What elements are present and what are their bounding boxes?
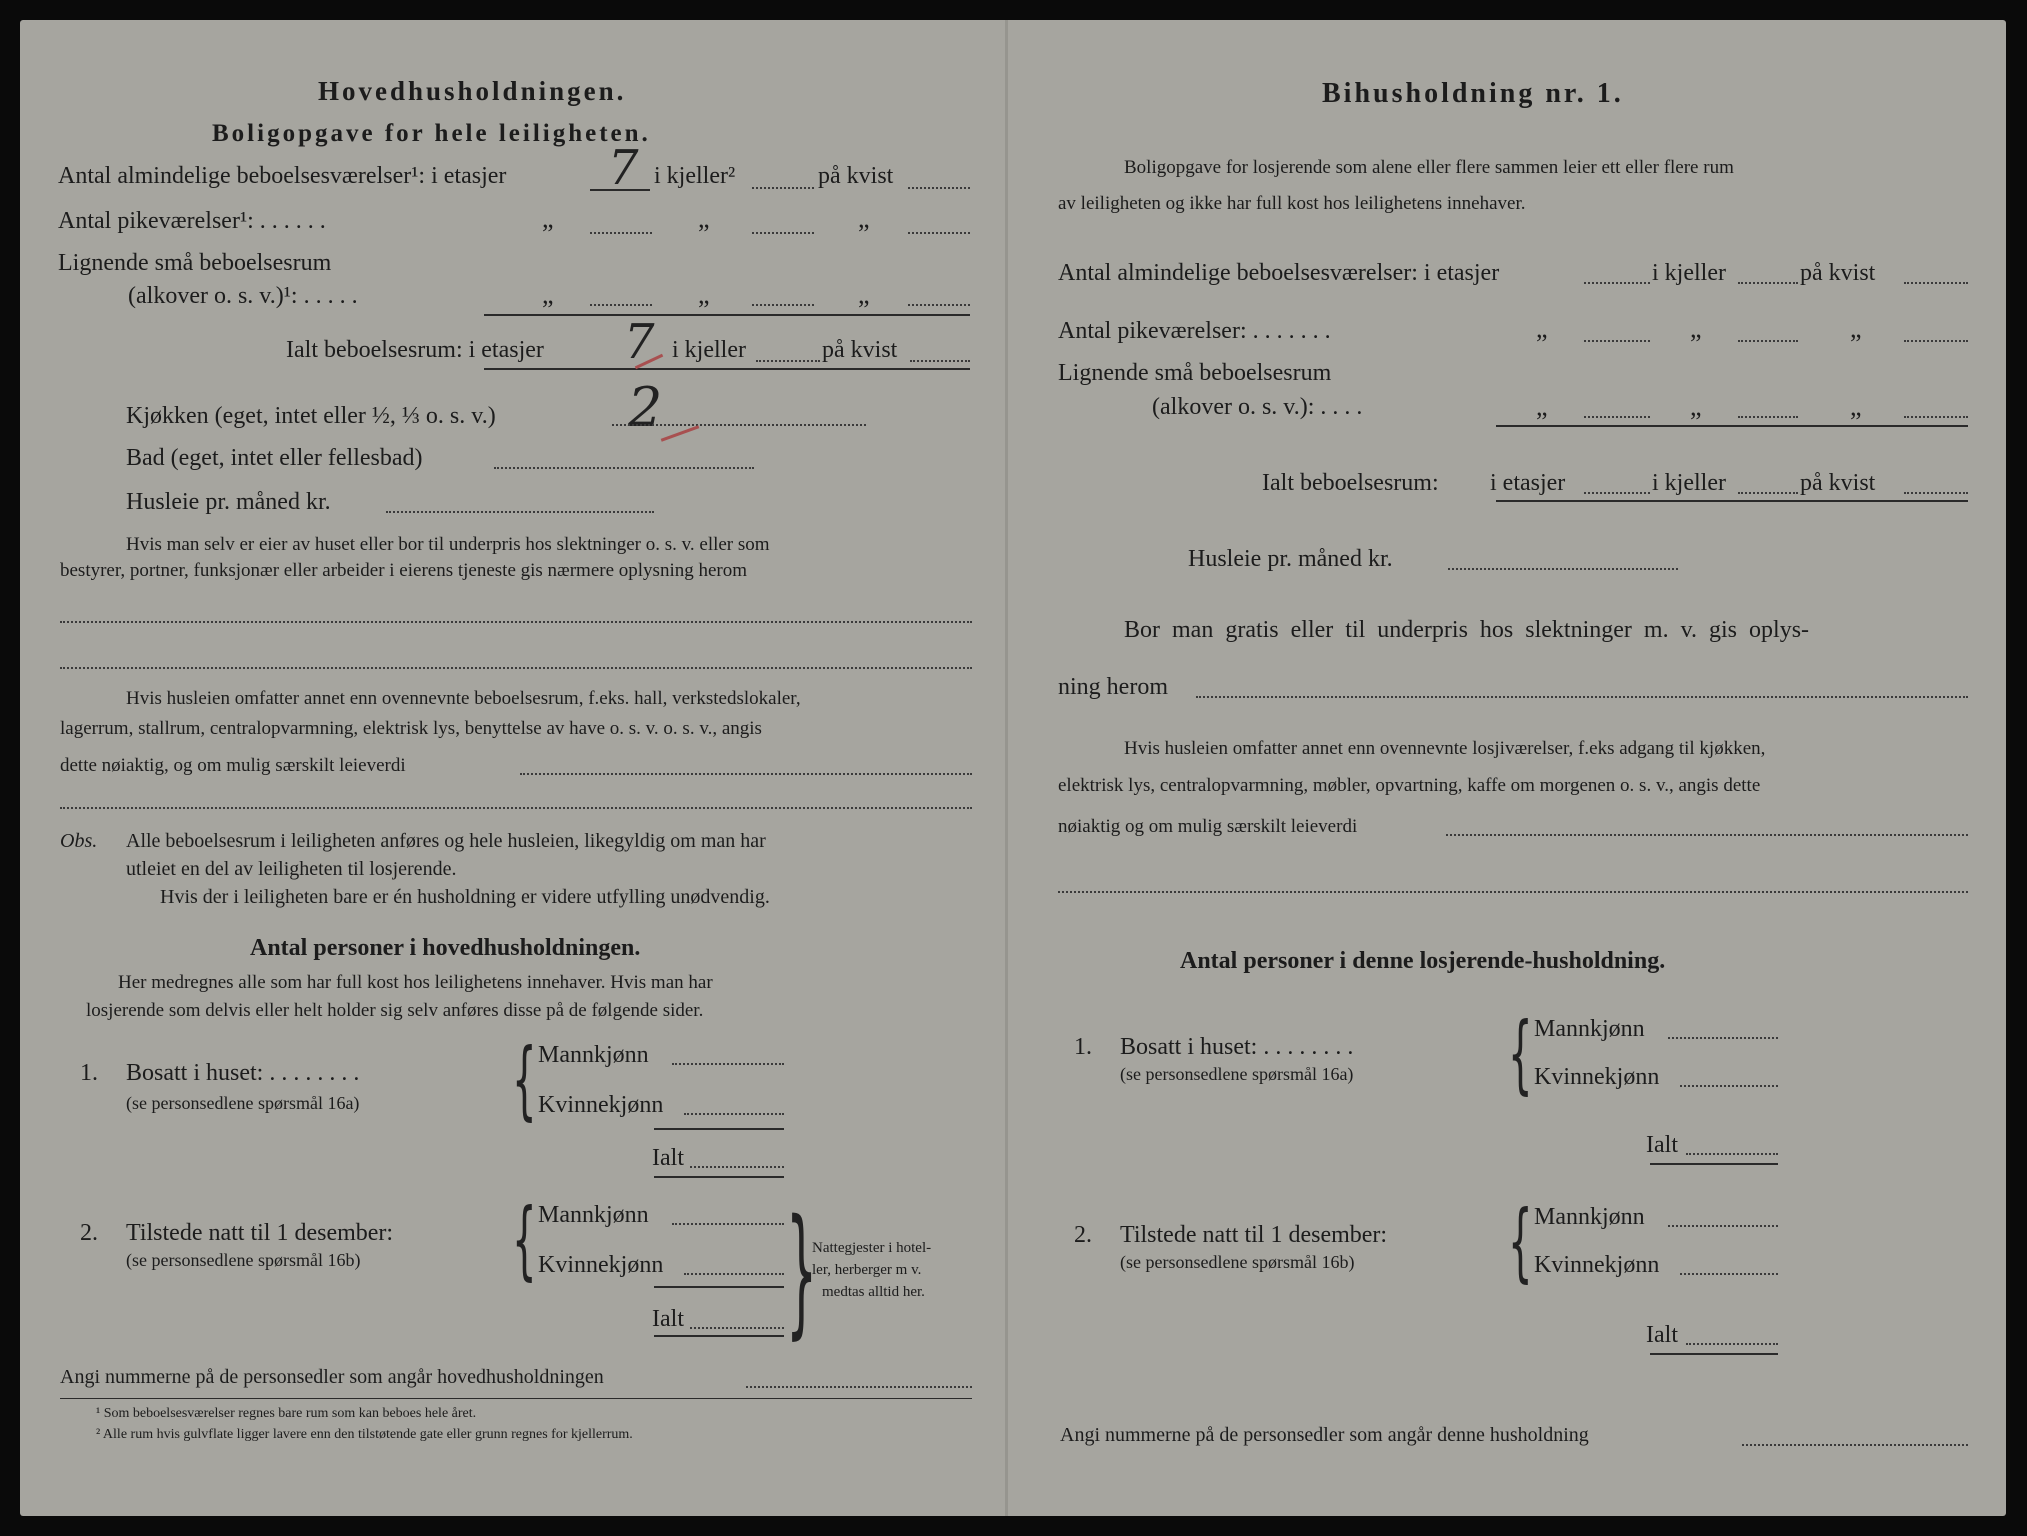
right-tilstede-kvinne-label: Kvinnekjønn — [1534, 1252, 1660, 1278]
right-ialt-kvist-field[interactable] — [1904, 492, 1968, 494]
right-ialt-etasjer-label: i etasjer — [1490, 470, 1566, 496]
left-natt-brace: } — [786, 1190, 818, 1353]
left-obs-text-1: Alle beboelsesrum i leiligheten anføres og hele husleien, likegyldig om man har — [126, 830, 766, 852]
left-bosatt-ialt-field[interactable] — [690, 1166, 784, 1168]
right-bosatt-ialt-label: Ialt — [1646, 1132, 1678, 1158]
left-kjokken-label: Kjøkken (eget, intet eller ½, ⅓ o. s. v.) — [126, 403, 496, 429]
right-bosatt-ialt-underline — [1650, 1163, 1778, 1165]
right-r1-kvist-field[interactable] — [1904, 282, 1968, 284]
right-tilstede-mann-label: Mannkjønn — [1534, 1204, 1645, 1230]
left-bosatt-sum-line — [654, 1128, 784, 1130]
left-obs-text-2: utleiet en del av leiligheten til losjerende. — [126, 858, 457, 880]
left-r1-kvist-label: på kvist — [818, 163, 894, 189]
right-bosatt-sub: (se personsedlene spørsmål 16a) — [1120, 1064, 1354, 1084]
left-r1-kjeller-field[interactable] — [752, 187, 814, 189]
right-r3-ditto-2: „ — [1690, 392, 1702, 421]
right-r3-label-b: (alkover o. s. v.): . . . . — [1152, 394, 1363, 420]
left-ialt-label: Ialt beboelsesrum: i etasjer — [286, 337, 544, 363]
left-r2-ditto-2: „ — [698, 204, 710, 233]
left-natt-note-3: medtas alltid her. — [822, 1284, 925, 1300]
right-bosatt-num: 1. — [1074, 1034, 1092, 1060]
right-bosatt-mann-field[interactable] — [1668, 1037, 1778, 1039]
left-subtitle: Boligopgave for hele leiligheten. — [212, 120, 651, 147]
right-husleie-label: Husleie pr. måned kr. — [1188, 546, 1393, 572]
left-bad-label: Bad (eget, intet eller fellesbad) — [126, 445, 423, 471]
left-persons-title: Antal personer i hovedhusholdningen. — [250, 935, 641, 961]
left-tilstede-mann-field[interactable] — [672, 1223, 784, 1225]
right-angi-text: Angi nummerne på de personsedler som angår denne husholdning — [1060, 1424, 1589, 1446]
right-r3-ditto-1: „ — [1536, 392, 1548, 421]
right-tilstede-brace: { — [1508, 1192, 1533, 1292]
right-ialt-underline — [1496, 500, 1968, 502]
left-eier-text-1: Hvis man selv er eier av huset eller bor til underpris hos slektninger o. s. v. eller som — [126, 534, 770, 555]
left-r3-label-b: (alkover o. s. v.)¹: . . . . . — [128, 283, 358, 309]
right-angi-field[interactable] — [1742, 1444, 1968, 1446]
left-tilstede-mann-label: Mannkjønn — [538, 1202, 649, 1228]
left-persons-text-2: losjerende som delvis eller helt holder sig selv anføres disse på de følgende sider. — [86, 1000, 704, 1021]
left-persons-text-1: Her medregnes alle som har full kost hos leilighetens innehaver. Hvis man har — [118, 972, 713, 993]
left-ialt-kvist-label: på kvist — [822, 337, 898, 363]
left-r2-ditto-1: „ — [542, 204, 554, 233]
right-r2-ditto-2: „ — [1690, 314, 1702, 343]
left-bosatt-mann-field[interactable] — [672, 1063, 784, 1065]
right-tilstede-kvinne-field[interactable] — [1680, 1273, 1778, 1275]
right-tilstede-ialt-field[interactable] — [1686, 1343, 1778, 1345]
left-kjokken-value: 2 — [628, 376, 663, 439]
left-bosatt-sub: (se personsedlene spørsmål 16a) — [126, 1093, 360, 1113]
left-r3-kvist-field[interactable] — [908, 304, 970, 306]
left-bosatt-ialt-underline — [654, 1176, 784, 1178]
left-tilstede-num: 2. — [80, 1220, 98, 1246]
right-bosatt-mann-label: Mannkjønn — [1534, 1016, 1645, 1042]
left-bad-field[interactable] — [494, 467, 754, 469]
left-bosatt-num: 1. — [80, 1060, 98, 1086]
left-tilstede-ialt-field[interactable] — [690, 1327, 784, 1329]
right-r3-ditto-3: „ — [1850, 392, 1862, 421]
left-tilstede-ialt-label: Ialt — [652, 1306, 684, 1332]
right-r3-sum-line — [1496, 425, 1968, 427]
right-r3-kvist-field[interactable] — [1904, 416, 1968, 418]
right-omfatter-2: elektrisk lys, centralopvarmning, møbler, opvartning, kaffe om morgenen o. s. v., angis dette — [1058, 775, 1761, 796]
left-husleie-label: Husleie pr. måned kr. — [126, 489, 331, 515]
left-ialt-kvist-field[interactable] — [910, 360, 970, 362]
right-gratis-2: ning herom — [1058, 674, 1168, 700]
right-tilstede-label: Tilstede natt til 1 desember: — [1120, 1222, 1388, 1248]
left-bosatt-mann-label: Mannkjønn — [538, 1042, 649, 1068]
left-tilstede-sub: (se personsedlene spørsmål 16b) — [126, 1250, 361, 1270]
right-r2-label: Antal pikeværelser: . . . . . . . — [1058, 318, 1331, 344]
left-r1-kvist-field[interactable] — [908, 187, 970, 189]
right-r1-etasjer-field[interactable] — [1584, 282, 1650, 284]
left-r3-ditto-2: „ — [698, 280, 710, 309]
right-ialt-label: Ialt beboelsesrum: — [1262, 470, 1439, 496]
left-r3-sum-line — [484, 314, 970, 316]
left-r1-kjeller-label: i kjeller² — [654, 163, 736, 189]
left-bosatt-ialt-label: Ialt — [652, 1145, 684, 1171]
left-r3-ditto-1: „ — [542, 280, 554, 309]
right-omfatter-1: Hvis husleien omfatter annet enn ovennevnte losjiværelser, f.eks adgang til kjøkken, — [1124, 738, 1766, 759]
right-persons-title: Antal personer i denne losjerende-husholdning. — [1180, 948, 1666, 974]
right-ialt-etasjer-field[interactable] — [1584, 492, 1650, 494]
right-bosatt-label: Bosatt i huset: . . . . . . . . — [1120, 1034, 1354, 1060]
left-ialt-kjeller-label: i kjeller — [672, 337, 746, 363]
left-r2-etasjer-field[interactable] — [590, 232, 652, 234]
left-kjokken-field[interactable] — [612, 424, 866, 426]
left-tilstede-kvinne-label: Kvinnekjønn — [538, 1252, 664, 1278]
right-gratis-1: Bor man gratis eller til underpris hos slektninger m. v. gis oplys- — [1124, 617, 1810, 643]
left-omfatter-text-2: lagerrum, stallrum, centralopvarmning, elektrisk lys, benyttelse av have o. s. v. o. s. v., angis — [60, 718, 762, 739]
left-bosatt-kvinne-label: Kvinnekjønn — [538, 1092, 664, 1118]
right-omfatter-field-2[interactable] — [1058, 891, 1968, 893]
left-bosatt-label: Bosatt i huset: . . . . . . . . — [126, 1060, 360, 1086]
left-bosatt-brace: { — [512, 1030, 537, 1130]
right-intro-2: av leiligheten og ikke har full kost hos leilighetens innehaver. — [1058, 193, 1526, 214]
right-husleie-field[interactable] — [1448, 568, 1678, 570]
left-r2-label: Antal pikeværelser¹: . . . . . . — [58, 208, 326, 234]
left-natt-note-2: ler, herberger m v. — [812, 1262, 922, 1278]
left-r2-kjeller-field[interactable] — [752, 232, 814, 234]
left-ialt-kjeller-field[interactable] — [756, 360, 820, 362]
right-ialt-kvist-label: på kvist — [1800, 470, 1876, 496]
left-tilstede-sum-line — [654, 1286, 784, 1288]
right-ialt-kjeller-field[interactable] — [1738, 492, 1798, 494]
page-fold — [1005, 20, 1008, 1516]
left-r1-etasjer-value: 7 — [608, 140, 639, 196]
left-r3-label-a: Lignende små beboelsesrum — [58, 250, 332, 276]
left-obs-text-3: Hvis der i leiligheten bare er én husholdning er videre utfylling unødvendig. — [160, 886, 770, 908]
left-r2-kvist-field[interactable] — [908, 232, 970, 234]
left-husleie-field[interactable] — [386, 511, 654, 513]
right-title: Bihusholdning nr. 1. — [1322, 78, 1624, 109]
right-r1-kjeller-field[interactable] — [1738, 282, 1798, 284]
right-r2-ditto-1: „ — [1536, 314, 1548, 343]
left-tilstede-label: Tilstede natt til 1 desember: — [126, 1220, 394, 1246]
right-tilstede-ialt-label: Ialt — [1646, 1322, 1678, 1348]
right-r3-kjeller-field[interactable] — [1738, 416, 1798, 418]
right-r1-label: Antal almindelige beboelsesværelser: i etasjer — [1058, 260, 1500, 286]
left-natt-note-1: Nattegjester i hotel- — [812, 1240, 932, 1256]
left-ialt-underline — [484, 368, 970, 370]
left-ialt-etasjer-value: 7 — [624, 314, 655, 370]
left-r3-etasjer-field[interactable] — [590, 304, 652, 306]
left-omfatter-field-2[interactable] — [60, 807, 972, 809]
left-omfatter-text-3: dette nøiaktig, og om mulig særskilt leieverdi — [60, 755, 406, 776]
right-r2-ditto-3: „ — [1850, 314, 1862, 343]
left-eier-text-2: bestyrer, portner, funksjonær eller arbeider i eierens tjeneste gis nærmere oplysning herom — [60, 560, 748, 581]
right-r1-kjeller-label: i kjeller — [1652, 260, 1726, 286]
left-r3-ditto-3: „ — [858, 280, 870, 309]
left-footnote-rule — [60, 1398, 972, 1399]
left-footnote-2: ² Alle rum hvis gulvflate ligger lavere enn den tilstøtende gate eller grunn regnes for kjellerrum. — [96, 1427, 633, 1442]
left-obs-label: Obs. — [60, 830, 98, 852]
right-bosatt-brace: { — [1508, 1004, 1533, 1104]
right-omfatter-3: nøiaktig og om mulig særskilt leieverdi — [1058, 816, 1358, 837]
right-r1-kvist-label: på kvist — [1800, 260, 1876, 286]
right-tilstede-num: 2. — [1074, 1222, 1092, 1248]
right-tilstede-mann-field[interactable] — [1668, 1225, 1778, 1227]
right-tilstede-ialt-underline — [1650, 1353, 1778, 1355]
left-tilstede-brace: { — [512, 1190, 537, 1290]
left-tilstede-kvinne-field[interactable] — [684, 1273, 784, 1275]
right-r2-kvist-field[interactable] — [1904, 340, 1968, 342]
left-tilstede-ialt-underline — [654, 1335, 784, 1337]
left-eier-field-2[interactable] — [60, 667, 972, 669]
left-footnote-1: ¹ Som beboelsesværelser regnes bare rum som kan beboes hele året. — [96, 1406, 477, 1421]
left-title: Hovedhusholdningen. — [318, 76, 627, 106]
left-r3-kjeller-field[interactable] — [752, 304, 814, 306]
left-angi-text: Angi nummerne på de personsedler som angår hovedhusholdningen — [60, 1366, 604, 1388]
left-angi-field[interactable] — [746, 1386, 972, 1388]
right-intro-1: Boligopgave for losjerende som alene eller flere sammen leier ett eller flere rum — [1124, 157, 1734, 178]
right-r2-etasjer-field[interactable] — [1584, 340, 1650, 342]
right-omfatter-field-1[interactable] — [1446, 834, 1968, 836]
left-omfatter-field-1[interactable] — [520, 773, 972, 775]
left-eier-field-1[interactable] — [60, 621, 972, 623]
right-tilstede-sub: (se personsedlene spørsmål 16b) — [1120, 1252, 1355, 1272]
right-bosatt-kvinne-field[interactable] — [1680, 1085, 1778, 1087]
left-r2-ditto-3: „ — [858, 204, 870, 233]
left-r1-label: Antal almindelige beboelsesværelser¹: i etasjer — [58, 163, 507, 189]
right-bosatt-ialt-field[interactable] — [1686, 1153, 1778, 1155]
right-r2-kjeller-field[interactable] — [1738, 340, 1798, 342]
right-gratis-field[interactable] — [1196, 696, 1968, 698]
left-omfatter-text-1: Hvis husleien omfatter annet enn ovennevnte beboelsesrum, f.eks. hall, verkstedslokaler, — [126, 688, 801, 709]
right-ialt-kjeller-label: i kjeller — [1652, 470, 1726, 496]
right-bosatt-kvinne-label: Kvinnekjønn — [1534, 1064, 1660, 1090]
left-bosatt-kvinne-field[interactable] — [684, 1113, 784, 1115]
right-r3-label-a: Lignende små beboelsesrum — [1058, 360, 1332, 386]
right-r3-etasjer-field[interactable] — [1584, 416, 1650, 418]
